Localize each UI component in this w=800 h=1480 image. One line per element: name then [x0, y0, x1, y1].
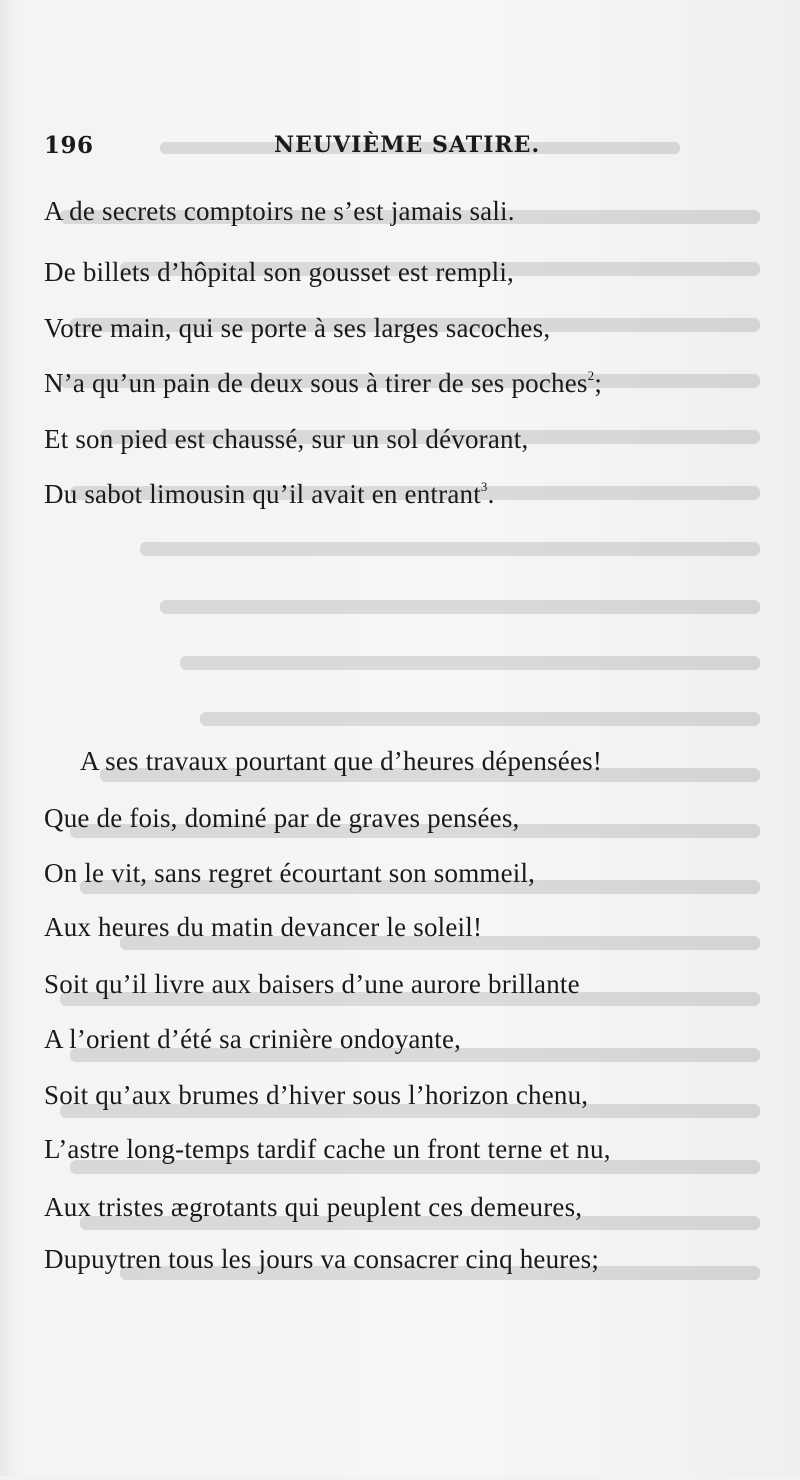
verse-line: A l’orient d’été sa crinière ondoyante, — [44, 1024, 462, 1054]
verse-line: On le vit, sans regret écourtant son sommeil, — [44, 858, 536, 888]
verse-line: Aux heures du matin devancer le soleil! — [44, 912, 483, 942]
verse-line: Aux tristes ægrotants qui peuplent ces demeures, — [44, 1192, 583, 1222]
verse-line: Soit qu’aux brumes d’hiver sous l’horizon chenu, — [44, 1080, 589, 1110]
page-header — [44, 132, 754, 164]
footnote-marker: 2 — [587, 368, 595, 383]
page-number: 196 — [44, 132, 94, 159]
verse-line: De billets d’hôpital son gousset est rempli, — [44, 257, 514, 287]
verse-line: A de secrets comptoirs ne s’est jamais sali. — [44, 196, 515, 226]
verse-line: Du sabot limousin qu’il avait en entrant$^3$. — [44, 479, 495, 509]
verse-line: Et son pied est chaussé, sur un sol dévorant, — [44, 424, 529, 454]
verse-line: L’astre long-temps tardif cache un front terne et nu, — [44, 1134, 611, 1164]
verse-line: A ses travaux pourtant que d’heures dépensées! — [80, 746, 603, 776]
verse-line: N’a qu’un pain de deux sous à tirer de ses poches$^2$; — [44, 368, 603, 398]
verse-line: Votre main, qui se porte à ses larges sacoches, — [44, 313, 551, 343]
running-title: NEUVIÈME SATIRE. — [274, 132, 541, 158]
footnote-marker: 3 — [480, 479, 488, 494]
verse-line: Soit qu’il livre aux baisers d’une aurore brillante — [44, 969, 580, 999]
verse-line: Que de fois, dominé par de graves pensées, — [44, 803, 520, 833]
verse-line: Dupuytren tous les jours va consacrer cinq heures; — [44, 1244, 600, 1274]
